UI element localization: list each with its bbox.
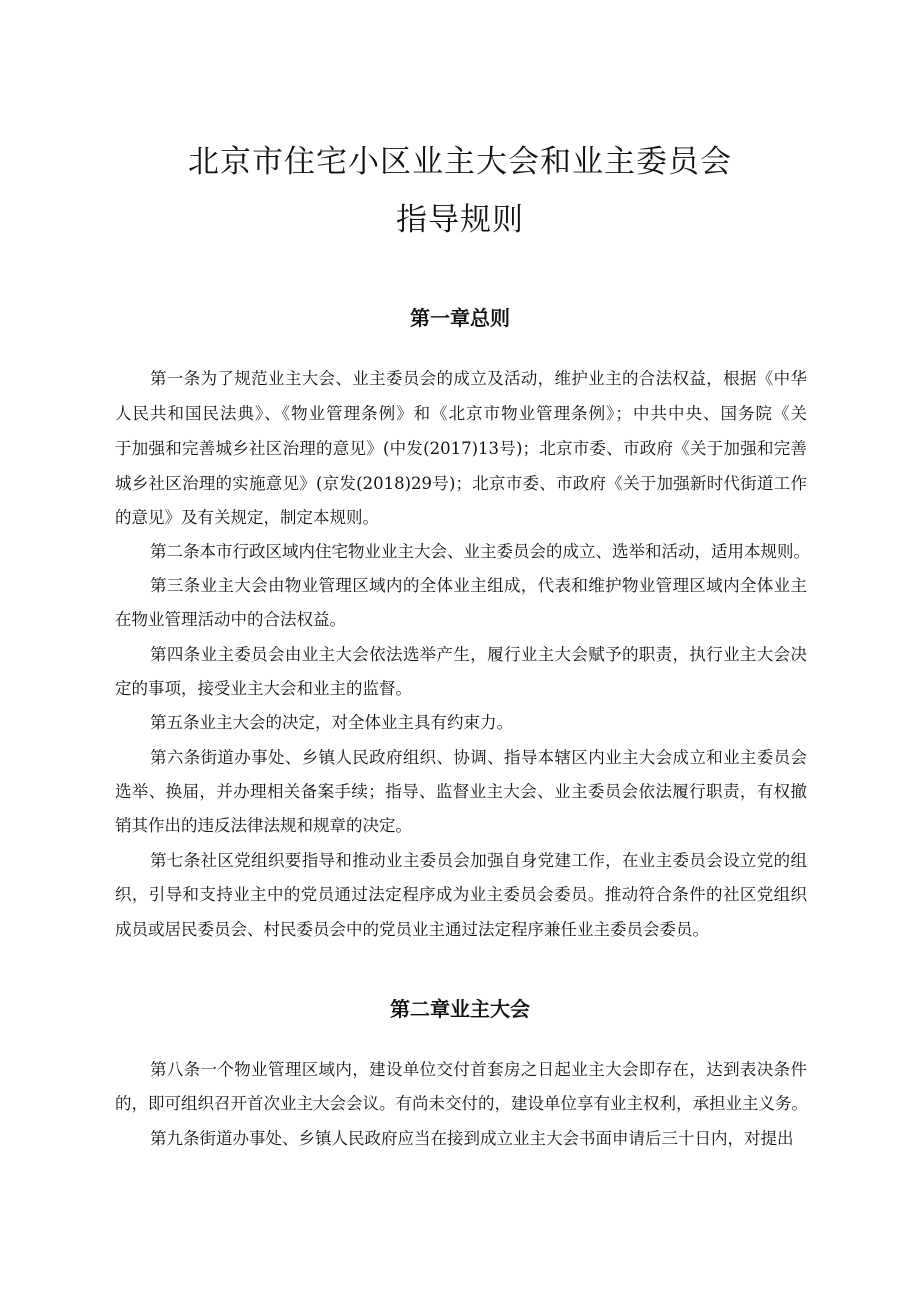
paragraph-line: 人民共和国民法典》、《物业管理条例》和《北京市物业管理条例》；中共中央、国务院《关 bbox=[115, 404, 807, 423]
paragraph-line: 第一条为了规范业主大会、业主委员会的成立及活动，维护业主的合法权益，根据《中华 bbox=[150, 369, 807, 388]
document-title-line-2: 指导规则 bbox=[396, 202, 524, 238]
paragraph-line: 城乡社区治理的实施意见》(京发(2018)29号)；北京市委、市政府《关于加强新时代街道工作 bbox=[115, 474, 807, 493]
document-title-line-1: 北京市住宅小区业主大会和业主委员会 bbox=[188, 144, 732, 180]
paragraph-line: 第三条业主大会由物业管理区域内的全体业主组成，代表和维护物业管理区域内全体业主 bbox=[150, 576, 807, 595]
paragraph-line: 第六条街道办事处、乡镇人民政府组织、协调、指导本辖区内业主大会成立和业主委员会 bbox=[150, 748, 807, 767]
paragraph-line: 第五条业主大会的决定，对全体业主具有约束力。 bbox=[150, 713, 513, 732]
paragraph-line: 的，即可组织召开首次业主大会会议。有尚未交付的，建设单位享有业主权利，承担业主义务。 bbox=[115, 1094, 808, 1113]
paragraph-line: 第八条一个物业管理区域内，建设单位交付首套房之日起业主大会即存在，达到表决条件 bbox=[150, 1060, 807, 1079]
paragraph-line: 成员或居民委员会、村民委员会中的党员业主通过法定程序兼任业主委员会委员。 bbox=[115, 920, 709, 939]
chapter-heading: 第一章总则 bbox=[410, 306, 510, 330]
paragraph-line: 第九条街道办事处、乡镇人民政府应当在接到成立业主大会书面申请后三十日内，对提出 bbox=[150, 1129, 794, 1148]
paragraph-line: 在物业管理活动中的合法权益。 bbox=[115, 610, 346, 629]
paragraph-line: 第七条社区党组织要指导和推动业主委员会加强自身党建工作，在业主委员会设立党的组 bbox=[150, 851, 807, 870]
paragraph-line: 销其作出的违反法律法规和规章的决定。 bbox=[115, 816, 412, 835]
paragraph-line: 于加强和完善城乡社区治理的意见》(中发(2017)13号)；北京市委、市政府《关于加强和完善 bbox=[115, 439, 807, 458]
paragraph-line: 定的事项，接受业主大会和业主的监督。 bbox=[115, 679, 412, 698]
paragraph-line: 织，引导和支持业主中的党员通过法定程序成为业主委员会委员。推动符合条件的社区党组织 bbox=[115, 885, 807, 904]
paragraph-line: 的意见》及有关规定，制定本规则。 bbox=[115, 508, 379, 527]
paragraph-line: 选举、换届，并办理相关备案手续；指导、监督业主大会、业主委员会依法履行职责，有权撤 bbox=[115, 782, 807, 801]
paragraph-line: 第四条业主委员会由业主大会依法选举产生，履行业主大会赋予的职责，执行业主大会决 bbox=[150, 645, 807, 664]
chapter-heading: 第二章业主大会 bbox=[390, 997, 530, 1021]
paragraph-line: 第二条本市行政区域内住宅物业业主大会、业主委员会的成立、选举和活动，适用本规则。 bbox=[150, 542, 810, 561]
